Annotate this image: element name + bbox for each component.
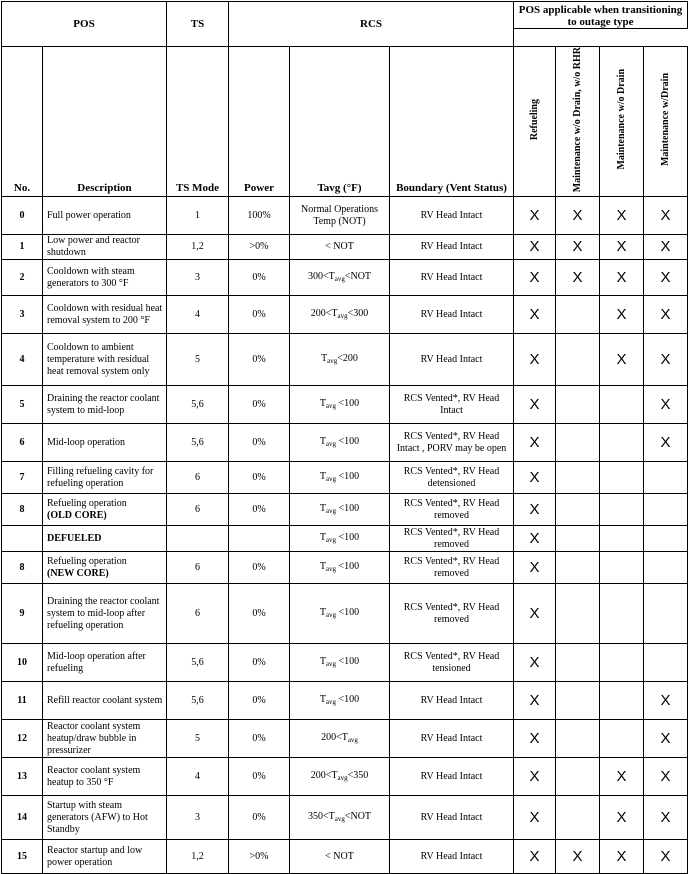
mark-maint-no-drain-no-rhr: X xyxy=(556,840,600,874)
mark-maint-drain: X xyxy=(644,796,688,840)
row-number: 13 xyxy=(2,758,43,796)
row-tavg xyxy=(290,494,390,526)
mark-maint-no-drain-no-rhr xyxy=(556,334,600,386)
row-boundary: RCS Vented*, RV Head removed xyxy=(390,584,514,644)
tavg-subscript: avg xyxy=(325,474,337,483)
mark-maint-drain: X xyxy=(644,682,688,720)
mark-maint-drain: X xyxy=(644,334,688,386)
row-ts-mode: 1,2 xyxy=(167,840,229,874)
tavg-subscript: avg xyxy=(325,697,337,706)
header-no: No. xyxy=(2,47,43,197)
row-ts-mode: 6 xyxy=(167,494,229,526)
tavg-subscript: avg xyxy=(334,274,345,283)
mark-maint-drain: X xyxy=(644,296,688,334)
tavg-prefix: 300<T xyxy=(307,270,335,282)
row-number: 9 xyxy=(2,584,43,644)
tavg-prefix: 350<T xyxy=(307,810,335,822)
mark-refueling: X xyxy=(514,334,556,386)
tavg-subscript: avg xyxy=(337,311,348,320)
mark-maint-drain xyxy=(644,552,688,584)
row-boundary: RV Head Intact xyxy=(390,758,514,796)
tavg-suffix: <NOT xyxy=(344,810,372,822)
tavg-prefix: T xyxy=(319,435,326,447)
header-maint-no-drain: Maintenance w/o Drain xyxy=(600,47,644,197)
header-boundary: Boundary (Vent Status) xyxy=(390,47,514,197)
row-tavg xyxy=(290,796,390,840)
row-power: 0% xyxy=(229,584,290,644)
row-power: 0% xyxy=(229,260,290,296)
row-power: 0% xyxy=(229,720,290,758)
row-power: 0% xyxy=(229,334,290,386)
header-applicable: POS applicable when transitioning to outage type xyxy=(514,2,688,29)
tavg-subscript: avg xyxy=(325,401,337,410)
mark-maint-no-drain xyxy=(600,584,644,644)
mark-refueling: X xyxy=(514,235,556,260)
mark-maint-no-drain-no-rhr xyxy=(556,552,600,584)
row-ts-mode: 3 xyxy=(167,796,229,840)
row-description xyxy=(43,296,167,334)
mark-maint-no-drain-no-rhr: X xyxy=(556,260,600,296)
row-description xyxy=(43,584,167,644)
row-ts-mode: 5,6 xyxy=(167,424,229,462)
tavg-prefix: 200<T xyxy=(310,769,338,781)
mark-maint-no-drain: X xyxy=(600,796,644,840)
row-boundary: RV Head Intact xyxy=(390,260,514,296)
row-power: 0% xyxy=(229,296,290,334)
row-tavg xyxy=(290,296,390,334)
tavg-subscript: avg xyxy=(347,735,358,744)
tavg-subscript: avg xyxy=(327,356,338,365)
row-tavg xyxy=(290,462,390,494)
row-tavg xyxy=(290,682,390,720)
row-number: 8 xyxy=(2,494,43,526)
description-text: Mid-loop operation after refueling xyxy=(47,650,146,674)
table-body xyxy=(2,197,688,874)
row-boundary: RCS Vented*, RV Head removed xyxy=(390,552,514,584)
description-text: Cooldown with residual heat removal system to 200 °F xyxy=(47,302,163,326)
mark-maint-no-drain-no-rhr xyxy=(556,526,600,552)
row-description xyxy=(43,758,167,796)
tavg-prefix: T xyxy=(319,531,326,543)
row-number: 6 xyxy=(2,424,43,462)
row-tavg: Normal Operations Temp (NOT) xyxy=(290,197,390,235)
row-number: 4 xyxy=(2,334,43,386)
row-boundary: RCS Vented*, RV Head removed xyxy=(390,494,514,526)
table-row xyxy=(2,260,688,296)
header-power: Power xyxy=(229,47,290,197)
header-ts: TS xyxy=(167,2,229,47)
row-power: 0% xyxy=(229,758,290,796)
row-number: 3 xyxy=(2,296,43,334)
mark-maint-no-drain xyxy=(600,494,644,526)
row-ts-mode: 5,6 xyxy=(167,682,229,720)
mark-maint-no-drain-no-rhr xyxy=(556,796,600,840)
row-power: >0% xyxy=(229,840,290,874)
row-boundary: RV Head Intact xyxy=(390,796,514,840)
description-text: Refueling operation xyxy=(47,497,127,509)
row-description xyxy=(43,197,167,235)
row-number: 2 xyxy=(2,260,43,296)
tavg-prefix: 200<T xyxy=(321,731,348,743)
mark-maint-no-drain xyxy=(600,682,644,720)
row-tavg xyxy=(290,758,390,796)
mark-maint-no-drain-no-rhr xyxy=(556,758,600,796)
row-ts-mode: 4 xyxy=(167,296,229,334)
tavg-suffix: <100 xyxy=(336,435,360,447)
description-text: Draining the reactor coolant system to mid-loop after refueling operation xyxy=(47,595,160,631)
tavg-suffix: <100 xyxy=(336,693,360,705)
table-row xyxy=(2,644,688,682)
table-row xyxy=(2,682,688,720)
mark-maint-no-drain-no-rhr: X xyxy=(556,235,600,260)
mark-maint-no-drain-no-rhr xyxy=(556,584,600,644)
table-row xyxy=(2,296,688,334)
mark-maint-no-drain: X xyxy=(600,260,644,296)
mark-refueling: X xyxy=(514,260,556,296)
row-ts-mode: 6 xyxy=(167,584,229,644)
row-boundary: RV Head Intact xyxy=(390,840,514,874)
mark-maint-no-drain-no-rhr xyxy=(556,494,600,526)
mark-maint-no-drain xyxy=(600,526,644,552)
row-description xyxy=(43,720,167,758)
tavg-subscript: avg xyxy=(325,610,337,619)
mark-refueling: X xyxy=(514,720,556,758)
mark-refueling: X xyxy=(514,197,556,235)
tavg-prefix: T xyxy=(319,655,326,667)
tavg-prefix: T xyxy=(319,606,326,618)
mark-maint-drain xyxy=(644,644,688,682)
mark-maint-no-drain xyxy=(600,644,644,682)
tavg-suffix: <100 xyxy=(336,502,360,514)
header-maint-drain: Maintenance w/Drain xyxy=(644,47,688,197)
row-ts-mode: 5 xyxy=(167,334,229,386)
table-row xyxy=(2,386,688,424)
tavg-prefix: T xyxy=(319,502,326,514)
row-number: 14 xyxy=(2,796,43,840)
row-tavg xyxy=(290,386,390,424)
mark-maint-drain: X xyxy=(644,260,688,296)
row-description xyxy=(43,644,167,682)
mark-maint-no-drain-no-rhr: X xyxy=(556,197,600,235)
row-ts-mode: 1,2 xyxy=(167,235,229,260)
table-row xyxy=(2,552,688,584)
mark-maint-drain xyxy=(644,462,688,494)
header-description: Description xyxy=(43,47,167,197)
tavg-suffix: <200 xyxy=(337,352,358,364)
row-ts-mode: 6 xyxy=(167,462,229,494)
mark-refueling: X xyxy=(514,840,556,874)
description-text: Reactor coolant system heatup/draw bubble in pressurizer xyxy=(47,720,141,756)
mark-maint-no-drain: X xyxy=(600,334,644,386)
mark-refueling: X xyxy=(514,494,556,526)
row-boundary: RCS Vented*, RV Head removed xyxy=(390,526,514,552)
description-text: Filling refueling cavity for refueling operation xyxy=(47,465,154,489)
tavg-subscript: avg xyxy=(337,773,348,782)
mark-refueling: X xyxy=(514,462,556,494)
row-boundary: RV Head Intact xyxy=(390,296,514,334)
mark-maint-drain: X xyxy=(644,720,688,758)
tavg-prefix: T xyxy=(319,470,326,482)
row-tavg xyxy=(290,720,390,758)
description-text: Draining the reactor coolant system to mid-loop xyxy=(47,392,160,416)
row-number: 10 xyxy=(2,644,43,682)
description-text: Low power and reactor shutdown xyxy=(47,235,141,259)
description-text: Reactor startup and low power operation xyxy=(47,844,143,868)
row-number: 5 xyxy=(2,386,43,424)
description-text: Full power operation xyxy=(47,209,131,221)
row-number: 0 xyxy=(2,197,43,235)
mark-maint-drain: X xyxy=(644,758,688,796)
mark-maint-drain: X xyxy=(644,840,688,874)
table-row xyxy=(2,334,688,386)
table-row xyxy=(2,462,688,494)
tavg-subscript: avg xyxy=(325,564,337,573)
row-boundary: RCS Vented*, RV Head Intact xyxy=(390,386,514,424)
table-row xyxy=(2,840,688,874)
mark-maint-no-drain: X xyxy=(600,758,644,796)
row-ts-mode: 5,6 xyxy=(167,644,229,682)
mark-maint-drain: X xyxy=(644,424,688,462)
table-row xyxy=(2,584,688,644)
row-ts-mode xyxy=(167,526,229,552)
row-number: 11 xyxy=(2,682,43,720)
row-description xyxy=(43,260,167,296)
tavg-suffix: <100 xyxy=(336,397,360,409)
header-tavg: Tavg (°F) xyxy=(290,47,390,197)
mark-refueling: X xyxy=(514,758,556,796)
row-boundary: RV Head Intact xyxy=(390,334,514,386)
mark-maint-no-drain: X xyxy=(600,235,644,260)
tavg-prefix: T xyxy=(319,397,326,409)
table-row xyxy=(2,494,688,526)
row-power: 0% xyxy=(229,424,290,462)
header-maint-no-drain-no-rhr: Maintenance w/o Drain, w/o RHR xyxy=(556,47,600,197)
row-ts-mode: 1 xyxy=(167,197,229,235)
row-description xyxy=(43,235,167,260)
tavg-suffix: <100 xyxy=(336,560,360,572)
row-power: 0% xyxy=(229,796,290,840)
description-bold: (OLD CORE) xyxy=(47,509,107,521)
tavg-subscript: avg xyxy=(325,659,337,668)
mark-refueling: X xyxy=(514,424,556,462)
mark-maint-drain xyxy=(644,584,688,644)
table-row xyxy=(2,424,688,462)
row-power: 0% xyxy=(229,644,290,682)
row-tavg xyxy=(290,584,390,644)
mark-maint-no-drain-no-rhr xyxy=(556,424,600,462)
row-description xyxy=(43,424,167,462)
row-boundary: RV Head Intact xyxy=(390,197,514,235)
tavg-suffix: <100 xyxy=(336,606,360,618)
row-description xyxy=(43,494,167,526)
row-description xyxy=(43,462,167,494)
tavg-suffix: <100 xyxy=(336,470,360,482)
row-power: 0% xyxy=(229,552,290,584)
row-tavg xyxy=(290,526,390,552)
row-description xyxy=(43,840,167,874)
mark-refueling: X xyxy=(514,552,556,584)
row-number: 15 xyxy=(2,840,43,874)
description-text: Cooldown with steam generators to 300 °F xyxy=(47,265,135,289)
mark-maint-drain xyxy=(644,526,688,552)
row-ts-mode: 4 xyxy=(167,758,229,796)
table-row xyxy=(2,720,688,758)
mark-maint-no-drain-no-rhr xyxy=(556,682,600,720)
row-boundary: RV Head Intact xyxy=(390,235,514,260)
row-power: 0% xyxy=(229,494,290,526)
tavg-suffix: <100 xyxy=(336,531,360,543)
table-row xyxy=(2,526,688,552)
row-number: 12 xyxy=(2,720,43,758)
tavg-prefix: T xyxy=(319,560,326,572)
mark-refueling: X xyxy=(514,644,556,682)
mark-refueling: X xyxy=(514,682,556,720)
mark-maint-no-drain: X xyxy=(600,197,644,235)
tavg-prefix: T xyxy=(321,352,328,364)
row-power: 0% xyxy=(229,386,290,424)
row-number xyxy=(2,526,43,552)
row-boundary: RV Head Intact xyxy=(390,682,514,720)
mark-maint-no-drain-no-rhr xyxy=(556,720,600,758)
tavg-prefix: T xyxy=(319,693,326,705)
row-power xyxy=(229,526,290,552)
tavg-suffix: <350 xyxy=(347,769,369,781)
description-text: Mid-loop operation xyxy=(47,436,126,448)
mark-maint-no-drain-no-rhr xyxy=(556,462,600,494)
row-power: 100% xyxy=(229,197,290,235)
table-row xyxy=(2,796,688,840)
pos-table xyxy=(1,1,688,874)
row-description xyxy=(43,682,167,720)
row-description xyxy=(43,386,167,424)
row-description xyxy=(43,526,167,552)
row-ts-mode: 3 xyxy=(167,260,229,296)
row-description xyxy=(43,796,167,840)
row-boundary: RV Head Intact xyxy=(390,720,514,758)
header-ts-mode: TS Mode xyxy=(167,47,229,197)
description-text: Reactor coolant system heatup to 350 °F xyxy=(47,764,141,788)
mark-maint-no-drain xyxy=(600,386,644,424)
mark-maint-no-drain: X xyxy=(600,296,644,334)
row-boundary: RCS Vented*, RV Head detensioned xyxy=(390,462,514,494)
mark-maint-drain: X xyxy=(644,197,688,235)
row-power: >0% xyxy=(229,235,290,260)
mark-maint-no-drain xyxy=(600,462,644,494)
mark-maint-drain: X xyxy=(644,235,688,260)
description-text: Cooldown to ambient temperature with residual heat removal system only xyxy=(47,341,150,377)
mark-maint-no-drain: X xyxy=(600,840,644,874)
row-tavg xyxy=(290,552,390,584)
description-bold: (NEW CORE) xyxy=(47,567,109,579)
tavg-suffix: <NOT xyxy=(344,270,372,282)
row-number: 8 xyxy=(2,552,43,584)
tavg-subscript: avg xyxy=(325,506,337,515)
row-tavg xyxy=(290,424,390,462)
tavg-suffix: <300 xyxy=(347,307,369,319)
row-number: 1 xyxy=(2,235,43,260)
mark-maint-drain xyxy=(644,494,688,526)
mark-refueling: X xyxy=(514,584,556,644)
header-refueling: Refueling xyxy=(514,47,556,197)
tavg-suffix: <100 xyxy=(336,655,360,667)
row-power: 0% xyxy=(229,682,290,720)
row-number: 7 xyxy=(2,462,43,494)
row-power: 0% xyxy=(229,462,290,494)
row-description xyxy=(43,334,167,386)
row-ts-mode: 5,6 xyxy=(167,386,229,424)
row-tavg xyxy=(290,644,390,682)
row-ts-mode: 6 xyxy=(167,552,229,584)
row-tavg xyxy=(290,334,390,386)
mark-refueling: X xyxy=(514,296,556,334)
mark-maint-no-drain-no-rhr xyxy=(556,296,600,334)
mark-maint-no-drain-no-rhr xyxy=(556,644,600,682)
mark-maint-no-drain-no-rhr xyxy=(556,386,600,424)
tavg-prefix: 200<T xyxy=(310,307,338,319)
description-text: Startup with steam generators (AFW) to Hot Standby xyxy=(47,799,148,835)
mark-refueling: X xyxy=(514,526,556,552)
table-row xyxy=(2,197,688,235)
tavg-subscript: avg xyxy=(325,439,337,448)
tavg-subscript: avg xyxy=(334,814,345,823)
header-pos: POS xyxy=(2,2,167,47)
row-description xyxy=(43,552,167,584)
mark-maint-no-drain xyxy=(600,720,644,758)
table-row xyxy=(2,235,688,260)
mark-maint-no-drain xyxy=(600,552,644,584)
description-text: Refill reactor coolant system xyxy=(47,694,163,706)
tavg-subscript: avg xyxy=(325,535,337,544)
row-boundary: RCS Vented*, RV Head Intact , PORV may be open xyxy=(390,424,514,462)
row-tavg xyxy=(290,260,390,296)
row-boundary: RCS Vented*, RV Head tensioned xyxy=(390,644,514,682)
header-rcs: RCS xyxy=(229,2,514,47)
row-ts-mode: 5 xyxy=(167,720,229,758)
table-row xyxy=(2,758,688,796)
description-bold: DEFUELED xyxy=(47,532,102,544)
row-tavg: < NOT xyxy=(290,235,390,260)
mark-refueling: X xyxy=(514,796,556,840)
mark-maint-no-drain xyxy=(600,424,644,462)
mark-refueling: X xyxy=(514,386,556,424)
row-tavg: < NOT xyxy=(290,840,390,874)
mark-maint-drain: X xyxy=(644,386,688,424)
description-text: Refueling operation xyxy=(47,555,127,567)
